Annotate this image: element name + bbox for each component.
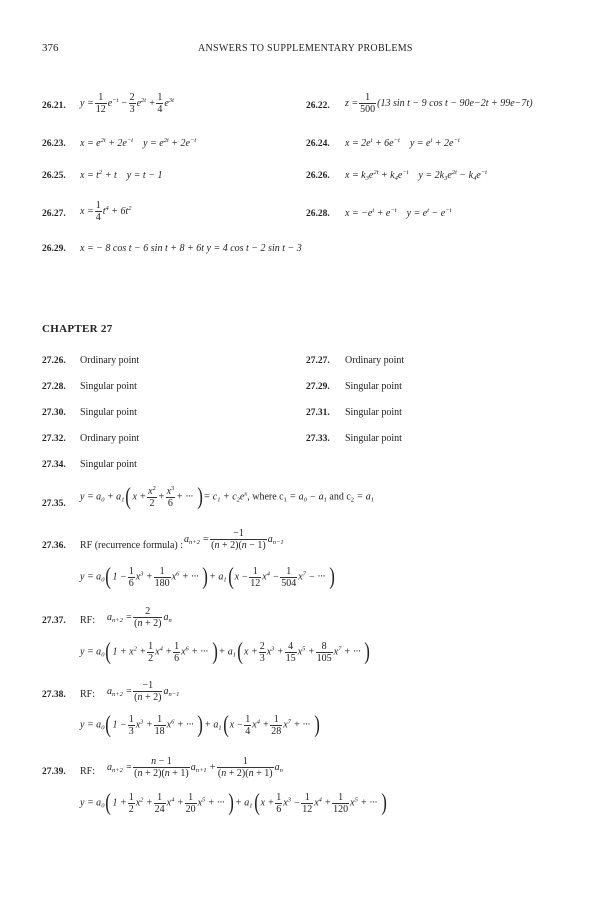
chapter-heading: CHAPTER 27: [42, 323, 113, 335]
problem-number: 27.33.: [306, 434, 330, 444]
problem-number: 27.30.: [42, 408, 66, 418]
problem-number: 26.26.: [306, 171, 330, 181]
rf-label: RF:: [80, 766, 96, 777]
answer-26-29: x = − 8 cos t − 6 sin t + 8 + 6t y = 4 cos t − 2 sin t − 3: [80, 243, 302, 254]
problem-number: 26.29.: [42, 244, 66, 254]
answer-26-24: $x = 2e^t + 6e^{-t}$ $y = e^t + 2e^{-t}$: [345, 137, 460, 149]
problem-number: 26.23.: [42, 139, 66, 149]
answer-text: Ordinary point: [80, 355, 140, 366]
problem-number: 26.28.: [306, 209, 330, 219]
problem-number: 27.26.: [42, 356, 66, 366]
recurrence-27-39: $a_{n+2}$ = $\frac{n - 1}{(n + 2)(n + 1)}$ $a_{n+1}$ + $\frac{1}{(n + 2)(n + 1)}$ $a_n$: [107, 756, 283, 779]
problem-number: 26.22.: [306, 101, 330, 111]
answer-text: Singular point: [80, 459, 137, 470]
problem-number: 27.36.: [42, 541, 66, 551]
problem-number: 27.28.: [42, 382, 66, 392]
problem-number: 27.38.: [42, 690, 66, 700]
series-27-38: $y = a_0(1$ − $\frac{1}{3}$ $x^3$ + $\frac{1}{18}$ $x^6$ + ··· )+ $a_1(x$ − $\frac{1}{4}$ $x^4$ + $\frac{1}{28}$ $x^7$ + ··· ): [80, 712, 320, 738]
answer-26-22: z = $\frac{1}{500}$ (13 sin t − 9 cos t − 90e−2t + 99e−7t): [345, 92, 533, 115]
problem-number: 27.31.: [306, 408, 330, 418]
problem-number: 27.37.: [42, 616, 66, 626]
page-number: 376: [42, 42, 59, 54]
answer-26-21: y = $\frac{1}{12}$ $e^{-t}$ − $\frac{2}{3}$ $e^{2t}$ + $\frac{1}{4}$ $e^{3t}$: [80, 92, 174, 115]
answer-text: Singular point: [345, 433, 402, 444]
problem-number: 26.21.: [42, 101, 66, 111]
answer-26-25: $x = t^2 + t$ y = t − 1: [80, 169, 163, 181]
problem-number: 27.32.: [42, 434, 66, 444]
answer-27-35: $y = a_0 + a_1(x$ + $\frac{x^2}{2}$ + $\frac{x^3}{6}$ + ··· )= $c_1 + c_2e^x$, where $c_1 = a_0 - a_1$ and $c_2 = a_1$: [80, 484, 375, 510]
problem-number: 27.34.: [42, 460, 66, 470]
problem-number: 26.25.: [42, 171, 66, 181]
answer-text: Singular point: [345, 381, 402, 392]
series-27-39: $y = a_0(1$ + $\frac{1}{2}$ $x^2$ + $\frac{1}{24}$ $x^4$ + $\frac{1}{20}$ $x^5$ + ··· )+ $a_1(x$ + $\frac{1}{6}$ $x^3$ − $\frac{1}{12}$ $x^4$ + $\frac{1}{120}$ $x^5$ + ··· ): [80, 790, 387, 816]
answer-26-23: $x = e^{2t} + 2e^{-t}$ $y = e^{2t} + 2e^{-t}$: [80, 137, 197, 149]
running-header: ANSWERS TO SUPPLEMENTARY PROBLEMS: [198, 43, 413, 54]
answer-text: Singular point: [80, 381, 137, 392]
problem-number: 27.35.: [42, 499, 66, 509]
answer-text: Ordinary point: [345, 355, 405, 366]
answer-text: Singular point: [345, 407, 402, 418]
problem-number: 26.27.: [42, 209, 66, 219]
answer-26-28: $x = -e^t + e^{-t}$ $y = e^t - e^{-t}$: [345, 207, 452, 219]
rf-label: RF:: [80, 689, 96, 700]
rf-label: RF (recurrence formula) :: [80, 540, 184, 551]
answer-text: Ordinary point: [80, 433, 140, 444]
recurrence-27-38: $a_{n+2}$ = $\frac{-1}{(n + 2)}$ $a_{n-1}$: [107, 680, 180, 703]
recurrence-27-36: $a_{n+2}$ = $\frac{-1}{(n + 2)(n - 1)}$ $a_{n-1}$: [184, 528, 284, 551]
series-27-36: $y = a_0(1$ − $\frac{1}{6}$ $x^3$ + $\frac{1}{180}$ $x^6$ + ··· )+ $a_1(x$ − $\frac{1}{12}$ $x^4$ − $\frac{1}{504}$ $x^7$ − ··· ): [80, 564, 335, 590]
answer-text: Singular point: [80, 407, 137, 418]
rf-label: RF:: [80, 615, 96, 626]
problem-number: 27.27.: [306, 356, 330, 366]
problem-number: 26.24.: [306, 139, 330, 149]
problem-number: 27.29.: [306, 382, 330, 392]
answer-26-27: x = $\frac{1}{4}$ $t^4 + 6t^2$: [80, 200, 132, 223]
answer-26-26: $x = k_3e^{2t} + k_4e^{-t}$ $y = 2k_3e^{2t} - k_4e^{-t}$: [345, 169, 487, 182]
series-27-37: $y = a_0(1 + x^2$ + $\frac{1}{2}$ $x^4$ + $\frac{1}{6}$ $x^6$ + ··· )+ $a_1(x$ + $\frac{2}{3}$ $x^3$ + $\frac{4}{15}$ $x^5$ + $\frac{8}{105}$ $x^7$ + ··· ): [80, 639, 370, 665]
problem-number: 27.39.: [42, 767, 66, 777]
recurrence-27-37: $a_{n+2}$ = $\frac{2}{(n + 2)}$ $a_n$: [107, 606, 172, 629]
